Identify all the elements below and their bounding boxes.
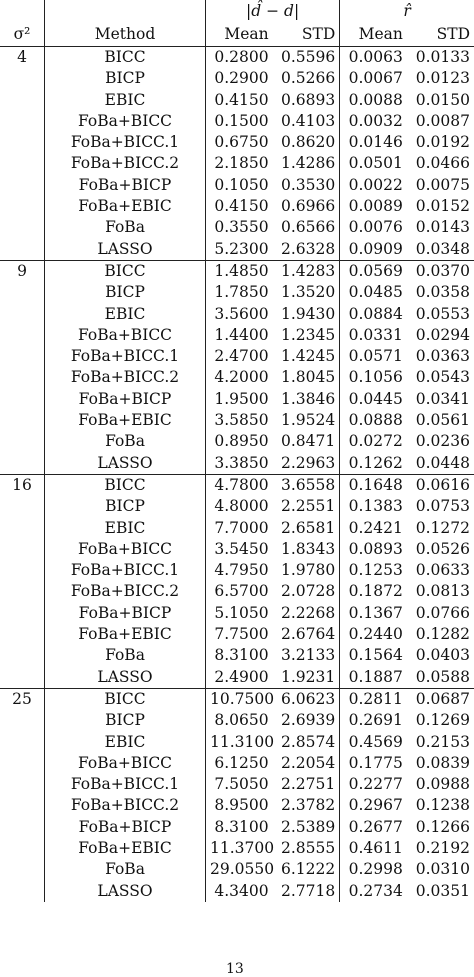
d-error-mean-cell: 0.3550: [214, 218, 269, 237]
table-row: [0, 367, 474, 388]
d-error-mean-cell: 29.0550: [210, 860, 275, 879]
d-error-mean-cell: 1.4400: [214, 325, 269, 344]
d-error-std-cell: 2.8555: [273, 838, 340, 859]
d-error-mean-cell: 4.7800: [214, 475, 269, 494]
d-error-mean-cell: 8.0650: [214, 711, 269, 730]
header-std-2: STD: [407, 24, 474, 47]
d-error-mean-cell: 0.6750: [214, 133, 269, 152]
method-cell: FoBa: [45, 859, 206, 880]
d-error-mean-cell: 3.5600: [214, 304, 269, 323]
header-empty-method: [45, 0, 206, 24]
d-error-std-cell: 0.5266: [273, 68, 340, 89]
d-error-mean-cell: 0.1050: [214, 175, 269, 194]
d-error-mean-cell: 0.4150: [214, 90, 269, 109]
sigma-cell: [0, 282, 45, 303]
d-error-std-cell: 2.2268: [273, 603, 340, 624]
r-hat-mean-cell: 0.2967: [348, 796, 403, 815]
table-row: [0, 859, 474, 880]
d-error-mean-cell: 4.3400: [214, 881, 269, 900]
header-row-bottom: [0, 24, 474, 47]
r-hat-std-cell: 0.0403: [415, 646, 470, 665]
r-hat-mean-cell: 0.0485: [348, 283, 403, 302]
d-error-mean-cell: 7.7500: [214, 625, 269, 644]
d-error-mean-cell: 10.7500: [210, 689, 275, 708]
method-cell: LASSO: [45, 453, 206, 475]
d-error-std-cell: 1.9231: [273, 667, 340, 689]
header-mean-2: Mean: [340, 24, 407, 47]
d-error-mean-cell: 2.1850: [214, 154, 269, 173]
sigma-cell: [0, 196, 45, 217]
method-cell: BICP: [45, 710, 206, 731]
r-hat-mean-cell: 0.2440: [348, 625, 403, 644]
header-sigma: σ²: [0, 24, 45, 47]
method-cell: BICP: [45, 496, 206, 517]
sigma-cell: [0, 304, 45, 325]
method-cell: FoBa+BICC.2: [45, 367, 206, 388]
r-hat-std-cell: 0.0633: [415, 561, 470, 580]
r-hat-std-cell: 0.0543: [415, 368, 470, 387]
table-row: [0, 645, 474, 666]
sigma-cell: [0, 239, 45, 261]
r-hat-std-cell: 0.1266: [415, 817, 470, 836]
r-hat-mean-cell: 0.2734: [348, 881, 403, 900]
r-hat-std-cell: 0.0348: [407, 239, 474, 261]
d-error-mean-cell: 3.5450: [214, 539, 269, 558]
header-r-hat-group: r̂: [403, 2, 411, 21]
table-row: [0, 688, 474, 710]
d-error-std-cell: 2.2054: [273, 753, 340, 774]
sigma-cell: [0, 431, 45, 452]
d-error-std-cell: 6.1222: [273, 859, 340, 880]
r-hat-mean-cell: 0.0063: [348, 48, 403, 66]
r-hat-mean-cell: 0.0571: [348, 347, 403, 366]
d-error-std-cell: 0.8471: [273, 431, 340, 452]
d-error-std-cell: 2.2751: [273, 774, 340, 795]
sigma-cell: [0, 667, 45, 689]
r-hat-std-cell: 0.1269: [415, 711, 470, 730]
r-hat-std-cell: 0.0152: [415, 197, 470, 216]
r-hat-mean-cell: 0.2811: [348, 689, 403, 708]
d-error-mean-cell: 3.3850: [206, 453, 273, 475]
sigma-cell: [0, 624, 45, 645]
r-hat-mean-cell: 0.1253: [348, 561, 403, 580]
method-cell: FoBa+BICC.2: [45, 795, 206, 816]
d-error-std-cell: 0.4103: [273, 111, 340, 132]
d-error-mean-cell: 1.4850: [214, 261, 269, 280]
table-row: [0, 47, 474, 69]
d-error-std-cell: 0.8620: [273, 132, 340, 153]
d-error-mean-cell: 8.3100: [214, 646, 269, 665]
table-row: [0, 667, 474, 689]
r-hat-mean-cell: 0.2421: [348, 518, 403, 537]
sigma-cell: [0, 732, 45, 753]
d-error-std-cell: 0.3530: [273, 175, 340, 196]
table-row: [0, 453, 474, 475]
table-row: [0, 774, 474, 795]
r-hat-std-cell: 0.0236: [415, 432, 470, 451]
d-error-std-cell: 3.2133: [273, 645, 340, 666]
r-hat-std-cell: 0.0553: [415, 304, 470, 323]
method-cell: LASSO: [45, 667, 206, 689]
d-error-mean-cell: 0.2900: [214, 69, 269, 88]
table-row: [0, 304, 474, 325]
r-hat-mean-cell: 0.1383: [348, 497, 403, 516]
method-cell: FoBa+BICC.1: [45, 774, 206, 795]
method-cell: BICC: [45, 474, 206, 496]
sigma-cell: [0, 817, 45, 838]
sigma-cell: [0, 111, 45, 132]
sigma-cell: [0, 217, 45, 238]
r-hat-mean-cell: 0.1648: [348, 475, 403, 494]
d-error-std-cell: 0.6566: [273, 217, 340, 238]
r-hat-mean-cell: 0.0888: [348, 411, 403, 430]
method-cell: FoBa+EBIC: [45, 196, 206, 217]
table-row: [0, 710, 474, 731]
sigma-cell: [0, 838, 45, 859]
r-hat-std-cell: 0.0561: [415, 411, 470, 430]
method-cell: LASSO: [45, 239, 206, 261]
table-row: [0, 603, 474, 624]
table-row: [0, 560, 474, 581]
sigma-cell: 25: [0, 688, 45, 710]
d-error-mean-cell: 0.4150: [214, 197, 269, 216]
d-error-std-cell: 1.8045: [273, 367, 340, 388]
sigma-cell: [0, 496, 45, 517]
d-error-mean-cell: 6.5700: [214, 582, 269, 601]
r-hat-std-cell: 0.0588: [407, 667, 474, 689]
d-error-mean-cell: 11.3100: [210, 732, 275, 751]
r-hat-mean-cell: 0.1775: [348, 753, 403, 772]
sigma-cell: [0, 859, 45, 880]
method-cell: FoBa+EBIC: [45, 410, 206, 431]
d-error-std-cell: 2.6764: [273, 624, 340, 645]
d-error-std-cell: 1.9430: [273, 304, 340, 325]
sigma-cell: [0, 560, 45, 581]
table-row: [0, 624, 474, 645]
table-row: [0, 539, 474, 560]
d-error-std-cell: 1.9780: [273, 560, 340, 581]
r-hat-std-cell: 0.0143: [415, 218, 470, 237]
r-hat-mean-cell: 0.0501: [348, 154, 403, 173]
r-hat-std-cell: 0.0123: [415, 69, 470, 88]
table-row: [0, 474, 474, 496]
sigma-cell: [0, 68, 45, 89]
sigma-cell: 16: [0, 474, 45, 496]
header-std-1: STD: [273, 24, 340, 47]
r-hat-mean-cell: 0.1887: [340, 667, 407, 689]
d-error-std-cell: 0.6966: [273, 196, 340, 217]
d-error-mean-cell: 1.7850: [214, 283, 269, 302]
header-abs-error-group: |d̂ − d|: [206, 0, 340, 24]
sigma-cell: [0, 518, 45, 539]
r-hat-mean-cell: 0.0032: [348, 111, 403, 130]
method-cell: LASSO: [45, 881, 206, 902]
d-error-mean-cell: 5.1050: [214, 603, 269, 622]
d-error-std-cell: 2.6939: [273, 710, 340, 731]
method-cell: FoBa+BICC.2: [45, 581, 206, 602]
method-cell: FoBa+BICC.1: [45, 346, 206, 367]
r-hat-std-cell: 0.0813: [415, 582, 470, 601]
method-cell: FoBa+BICC.1: [45, 560, 206, 581]
d-error-std-cell: 2.5389: [273, 817, 340, 838]
sigma-cell: [0, 881, 45, 902]
table-row: [0, 410, 474, 431]
r-hat-mean-cell: 0.4569: [348, 732, 403, 751]
r-hat-std-cell: 0.0363: [415, 347, 470, 366]
d-error-mean-cell: 3.5850: [214, 411, 269, 430]
table-row: [0, 196, 474, 217]
d-error-std-cell: 0.6893: [273, 90, 340, 111]
r-hat-mean-cell: 0.0146: [348, 133, 403, 152]
r-hat-std-cell: 0.0370: [415, 261, 470, 280]
sigma-cell: [0, 175, 45, 196]
sigma-cell: [0, 367, 45, 388]
d-error-mean-cell: 4.7950: [214, 561, 269, 580]
r-hat-std-cell: 0.0466: [415, 154, 470, 173]
table-row: [0, 881, 474, 902]
sigma-cell: [0, 581, 45, 602]
table-row: [0, 346, 474, 367]
table-row: [0, 132, 474, 153]
table-row: [0, 817, 474, 838]
sigma-cell: [0, 389, 45, 410]
d-error-mean-cell: 8.9500: [214, 796, 269, 815]
method-cell: FoBa+BICC: [45, 111, 206, 132]
r-hat-std-cell: 0.0341: [415, 389, 470, 408]
d-error-mean-cell: 0.1500: [214, 111, 269, 130]
r-hat-std-cell: 0.0192: [415, 133, 470, 152]
r-hat-mean-cell: 0.0445: [348, 389, 403, 408]
method-cell: FoBa+BICC: [45, 753, 206, 774]
d-error-mean-cell: 0.8950: [214, 432, 269, 451]
table-row: [0, 325, 474, 346]
header-empty-sigma: [0, 0, 45, 24]
r-hat-mean-cell: 0.0884: [348, 304, 403, 323]
table-row: [0, 581, 474, 602]
r-hat-mean-cell: 0.0569: [348, 261, 403, 280]
r-hat-std-cell: 0.1272: [415, 518, 470, 537]
method-cell: FoBa+BICC.2: [45, 153, 206, 174]
method-cell: EBIC: [45, 90, 206, 111]
r-hat-std-cell: 0.0087: [415, 111, 470, 130]
d-error-std-cell: 1.9524: [273, 410, 340, 431]
sigma-cell: [0, 90, 45, 111]
table-row: [0, 175, 474, 196]
d-error-mean-cell: 5.2300: [206, 239, 273, 261]
r-hat-std-cell: 0.0753: [415, 497, 470, 516]
d-error-std-cell: 1.4286: [273, 153, 340, 174]
sigma-cell: [0, 132, 45, 153]
sigma-cell: [0, 774, 45, 795]
d-error-mean-cell: 6.1250: [214, 753, 269, 772]
method-cell: FoBa+BICC: [45, 539, 206, 560]
header-mean-1: Mean: [206, 24, 273, 47]
page-number: 13: [226, 961, 244, 977]
d-error-mean-cell: 2.4700: [214, 347, 269, 366]
d-error-std-cell: 1.3846: [273, 389, 340, 410]
method-cell: BICP: [45, 68, 206, 89]
r-hat-std-cell: 0.0310: [415, 860, 470, 879]
r-hat-std-cell: 0.2192: [415, 838, 470, 857]
table-row: [0, 496, 474, 517]
r-hat-std-cell: 0.1238: [415, 796, 470, 815]
table-row: [0, 90, 474, 111]
d-error-std-cell: 2.0728: [273, 581, 340, 602]
table-row: [0, 217, 474, 238]
method-cell: FoBa: [45, 217, 206, 238]
sigma-cell: [0, 539, 45, 560]
r-hat-std-cell: 0.0988: [415, 775, 470, 794]
table-row: [0, 431, 474, 452]
d-error-std-cell: 2.8574: [273, 732, 340, 753]
r-hat-mean-cell: 0.0893: [348, 539, 403, 558]
table-row: [0, 260, 474, 282]
r-hat-std-cell: 0.0075: [415, 175, 470, 194]
r-hat-std-cell: 0.2153: [415, 732, 470, 751]
d-error-std-cell: 1.4245: [273, 346, 340, 367]
method-cell: BICP: [45, 282, 206, 303]
d-error-std-cell: 1.3520: [273, 282, 340, 303]
d-error-std-cell: 2.6581: [273, 518, 340, 539]
method-cell: FoBa+BICP: [45, 603, 206, 624]
table-row: [0, 239, 474, 261]
table-row: [0, 153, 474, 174]
method-cell: FoBa+BICP: [45, 389, 206, 410]
r-hat-std-cell: 0.0687: [415, 689, 470, 708]
d-error-std-cell: 1.8343: [273, 539, 340, 560]
method-cell: FoBa+EBIC: [45, 838, 206, 859]
d-error-mean-cell: 11.3700: [210, 838, 275, 857]
d-error-mean-cell: 1.9500: [214, 389, 269, 408]
d-error-mean-cell: 7.7000: [214, 518, 269, 537]
r-hat-mean-cell: 0.2277: [348, 775, 403, 794]
sigma-cell: [0, 346, 45, 367]
table-row: [0, 68, 474, 89]
r-hat-mean-cell: 0.0022: [348, 175, 403, 194]
d-error-mean-cell: 7.5050: [214, 775, 269, 794]
d-error-mean-cell: 4.2000: [214, 368, 269, 387]
table-row: [0, 282, 474, 303]
method-cell: BICC: [45, 47, 206, 69]
header-method: Method: [45, 24, 206, 47]
r-hat-mean-cell: 0.4611: [348, 838, 403, 857]
method-cell: FoBa+BICC.1: [45, 132, 206, 153]
r-hat-std-cell: 0.0839: [415, 753, 470, 772]
r-hat-std-cell: 0.0358: [415, 283, 470, 302]
method-cell: EBIC: [45, 304, 206, 325]
d-error-std-cell: 2.2963: [273, 453, 340, 475]
sigma-cell: 9: [0, 260, 45, 282]
r-hat-mean-cell: 0.0272: [348, 432, 403, 451]
sigma-cell: [0, 753, 45, 774]
sigma-cell: [0, 603, 45, 624]
table-row: [0, 389, 474, 410]
r-hat-mean-cell: 0.0088: [348, 90, 403, 109]
d-error-std-cell: 6.0623: [273, 688, 340, 710]
r-hat-std-cell: 0.0351: [415, 881, 470, 900]
sigma-cell: [0, 410, 45, 431]
r-hat-mean-cell: 0.0089: [348, 197, 403, 216]
sigma-cell: [0, 795, 45, 816]
r-hat-std-cell: 0.0133: [415, 48, 470, 66]
d-error-std-cell: 2.2551: [273, 496, 340, 517]
table-row: [0, 753, 474, 774]
method-cell: FoBa+BICP: [45, 817, 206, 838]
r-hat-mean-cell: 0.2691: [348, 711, 403, 730]
sigma-cell: 4: [0, 47, 45, 69]
r-hat-std-cell: 0.1282: [415, 625, 470, 644]
d-error-std-cell: 3.6558: [273, 474, 340, 496]
sigma-cell: [0, 153, 45, 174]
r-hat-mean-cell: 0.0331: [348, 325, 403, 344]
r-hat-mean-cell: 0.1872: [348, 582, 403, 601]
r-hat-std-cell: 0.0150: [415, 90, 470, 109]
sigma-cell: [0, 645, 45, 666]
table-row: [0, 838, 474, 859]
r-hat-mean-cell: 0.0076: [348, 218, 403, 237]
r-hat-mean-cell: 0.0909: [340, 239, 407, 261]
method-cell: FoBa+EBIC: [45, 624, 206, 645]
sigma-cell: [0, 325, 45, 346]
method-cell: BICC: [45, 688, 206, 710]
method-cell: FoBa+BICC: [45, 325, 206, 346]
method-cell: EBIC: [45, 518, 206, 539]
d-error-std-cell: 0.5596: [273, 47, 340, 69]
r-hat-mean-cell: 0.2677: [348, 817, 403, 836]
method-cell: FoBa: [45, 645, 206, 666]
r-hat-std-cell: 0.0448: [407, 453, 474, 475]
d-error-std-cell: 2.6328: [273, 239, 340, 261]
r-hat-mean-cell: 0.1564: [348, 646, 403, 665]
method-cell: BICC: [45, 260, 206, 282]
d-error-mean-cell: 4.8000: [214, 497, 269, 516]
method-cell: EBIC: [45, 732, 206, 753]
table-row: [0, 518, 474, 539]
header-row-top: [0, 0, 474, 24]
sigma-cell: [0, 453, 45, 475]
sigma-cell: [0, 710, 45, 731]
d-error-std-cell: 2.7718: [273, 881, 340, 902]
r-hat-std-cell: 0.0526: [415, 539, 470, 558]
r-hat-mean-cell: 0.0067: [348, 69, 403, 88]
r-hat-mean-cell: 0.2998: [348, 860, 403, 879]
r-hat-mean-cell: 0.1367: [348, 603, 403, 622]
table-row: [0, 732, 474, 753]
d-error-std-cell: 1.2345: [273, 325, 340, 346]
r-hat-mean-cell: 0.1056: [348, 368, 403, 387]
r-hat-mean-cell: 0.1262: [340, 453, 407, 475]
table-row: [0, 795, 474, 816]
method-cell: FoBa+BICP: [45, 175, 206, 196]
d-error-mean-cell: 8.3100: [214, 817, 269, 836]
d-error-std-cell: 1.4283: [273, 260, 340, 282]
d-error-mean-cell: 0.2800: [214, 48, 269, 66]
r-hat-std-cell: 0.0766: [415, 603, 470, 622]
r-hat-std-cell: 0.0294: [415, 325, 470, 344]
method-cell: FoBa: [45, 431, 206, 452]
r-hat-std-cell: 0.0616: [415, 475, 470, 494]
table-row: [0, 111, 474, 132]
d-error-std-cell: 2.3782: [273, 795, 340, 816]
d-error-mean-cell: 2.4900: [206, 667, 273, 689]
